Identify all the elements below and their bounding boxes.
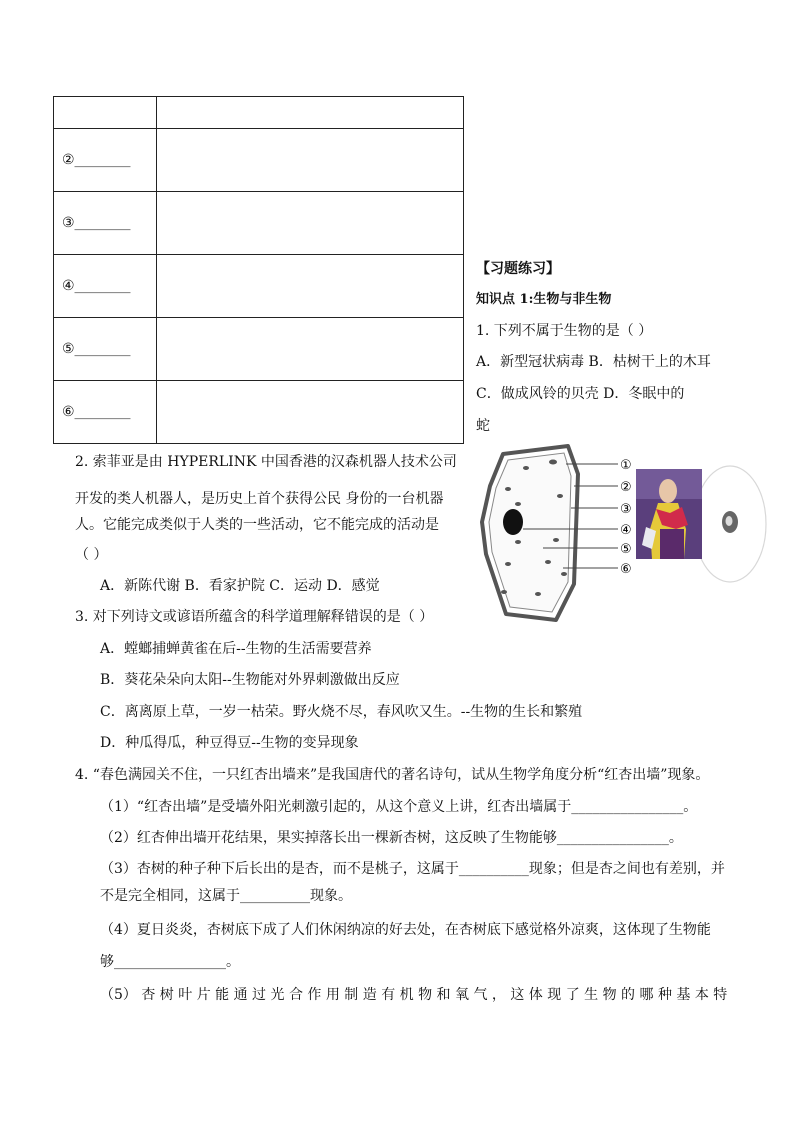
q1-options-tail: 蛇: [476, 418, 490, 434]
cell-nucleus-shape: [503, 509, 523, 535]
q2-line-3: 人。它能完成类似于人类的一些活动，它不能完成的活动是: [75, 517, 439, 533]
table-row: [54, 129, 464, 192]
table-cell-label: ④________: [54, 255, 157, 318]
robot-photo: [636, 469, 702, 559]
table-cell-answer[interactable]: [157, 97, 464, 129]
diagram-label-2: ②: [620, 480, 632, 495]
q4-part-5: （5） 杏 树 叶 片 能 通 过 光 合 作 用 制 造 有 机 物 和 氧 气 ， 这 体 现 了 生 物 的 哪 种 基 本 特: [100, 987, 728, 1003]
q4-part-3b: 不是完全相同，这属于__________现象。: [100, 888, 352, 904]
diagram-label-5: ⑤: [620, 542, 632, 557]
q3-option-d: D．种瓜得瓜，种豆得豆--生物的变异现象: [100, 735, 359, 751]
q2-line-4: （ ）: [75, 547, 108, 563]
q1-options-cd: C．做成风铃的贝壳 D．冬眠中的: [476, 386, 685, 402]
q2-line-1: 2. 索菲亚是由 HYPERLINK 中国香港的汉森机器人技术公司: [75, 454, 457, 470]
q3-option-c: C．离离原上草，一岁一枯荣。野火烧不尽，春风吹又生。--生物的生长和繁殖: [100, 704, 583, 720]
q3-stem: 3. 对下列诗文或谚语所蕴含的科学道理解释错误的是（ ）: [75, 609, 434, 625]
table-cell-answer[interactable]: [157, 255, 464, 318]
table-row: [54, 255, 464, 318]
exercise-header: 【习题练习】: [476, 261, 560, 277]
table-cell-label: ⑤________: [54, 318, 157, 381]
answer-table: [53, 96, 464, 444]
q4-part-2: （2）红杏伸出墙开花结果，果实掉落长出一棵新杏树，这反映了生物能够________________。: [100, 830, 683, 846]
diagram-label-6: ⑥: [620, 562, 632, 577]
cell-membrane-shape: [489, 453, 571, 612]
q1-stem: 1. 下列不属于生物的是（ ）: [476, 323, 653, 339]
q3-option-a: A．螳螂捕蝉黄雀在后--生物的生活需要营养: [100, 641, 372, 657]
q3-option-b: B．葵花朵朵向太阳--生物能对外界刺激做出反应: [100, 672, 400, 688]
table-cell-answer[interactable]: [157, 192, 464, 255]
q4-stem: 4. “春色满园关不住，一只红杏出墙来”是我国唐代的著名诗句，试从生物学角度分析“红杏出墙”现象。: [75, 767, 710, 783]
table-cell-label: ⑥________: [54, 381, 157, 444]
diagram-label-4: ④: [620, 523, 632, 538]
table-cell-label: ③________: [54, 192, 157, 255]
q4-part-3a: （3）杏树的种子种下后长出的是杏，而不是桃子，这属于__________现象；但是杏之间也有差别，并: [100, 861, 725, 877]
diagram-label-1: ①: [620, 458, 632, 473]
table-cell-answer[interactable]: [157, 381, 464, 444]
table-cell-label: ②________: [54, 129, 157, 192]
table-row: [54, 97, 464, 129]
table-cell-label: [54, 97, 157, 129]
cell-diagram: [478, 444, 768, 624]
section-title: 知识点 1:生物与非生物: [476, 292, 612, 307]
table-row: [54, 381, 464, 444]
table-cell-answer[interactable]: [157, 129, 464, 192]
q4-part-4b: 够________________。: [100, 954, 240, 970]
q4-part-1: （1）“红杏出墙”是受墙外阳光刺激引起的，从这个意义上讲，红杏出墙属于________________。: [100, 799, 698, 815]
q2-line-2: 开发的类人机器人，是历史上首个获得公民 身份的一台机器: [75, 491, 444, 507]
q2-options: A．新陈代谢 B．看家护院 C．运动 D．感觉: [100, 578, 380, 594]
diagram-label-3: ③: [620, 502, 632, 517]
q4-part-4a: （4）夏日炎炎，杏树底下成了人们休闲纳凉的好去处，在杏树底下感觉格外凉爽，这体现了生物能: [100, 922, 711, 938]
table-cell-answer[interactable]: [157, 318, 464, 381]
table-row: [54, 192, 464, 255]
table-row: [54, 318, 464, 381]
q1-options-ab: A．新型冠状病毒 B．枯树干上的木耳: [476, 354, 711, 370]
